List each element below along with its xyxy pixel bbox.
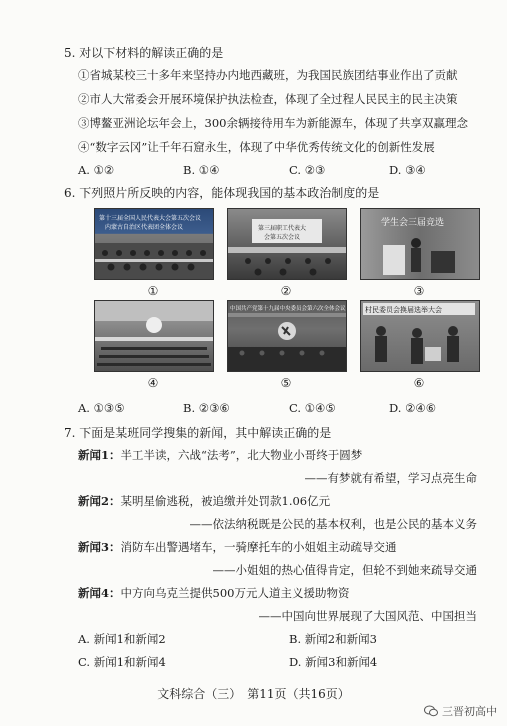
caption-1: ① (147, 284, 159, 298)
photo-6-text-1: 村民委员会换届选举大会 (365, 306, 442, 314)
q6-option-b: B. ②③⑥ (183, 401, 230, 415)
watermark-text: 三晋初高中 (442, 705, 497, 718)
q7-option-a: A. 新闻1和新闻2 (78, 632, 166, 646)
page-footer: 文科综合（三） 第11页（共16页） (157, 687, 350, 701)
news-3-text: 消防车出警遇堵车，一骑摩托车的小姐姐主动疏导交通 (120, 540, 397, 554)
photo-2-scene (228, 209, 346, 279)
photo-1 (94, 208, 214, 280)
news-1-text: 半工半读，六战“法考”，北大物业小哥终于圆梦 (120, 448, 363, 462)
q6-option-d: D. ②④⑥ (389, 401, 437, 415)
photo-1-text-1: 第十三届全国人民代表大会第五次会议 (99, 215, 202, 222)
caption-6: ⑥ (413, 376, 425, 390)
news-3-comment: ——小姐姐的热心值得肯定，但轮不到她来疏导交通 (212, 563, 477, 577)
news-4-label: 新闻4： (78, 586, 121, 600)
photo-3-text-1: 学生会三届竞选 (381, 218, 445, 228)
photo-2-text-1: 第三届职工代表大 (258, 225, 307, 232)
q5-item-4: ④“数字云冈”让千年石窟永生，体现了中华优秀传统文化的创新性发展 (78, 140, 435, 154)
photo-2 (227, 208, 347, 280)
q6-title: 6. 下列照片所反映的内容，能体现我国的基本政治制度的是 (64, 186, 380, 200)
photo-5 (227, 300, 347, 372)
news-2-text: 某明星偷逃税，被追缴并处罚款1.06亿元 (120, 494, 331, 508)
photo-6-scene (361, 301, 479, 371)
caption-5: ⑤ (280, 376, 292, 390)
caption-3: ③ (413, 284, 425, 298)
news-3 (78, 540, 397, 554)
q5-item-3: ③博鳌亚洲论坛年会上，300余辆接待用车为新能源车，体现了共享双赢理念 (78, 116, 468, 130)
news-3-label: 新闻3： (78, 540, 121, 554)
news-1-label: 新闻1： (78, 448, 121, 462)
q5-title: 5. 对以下材料的解读正确的是 (64, 46, 224, 60)
news-4-text: 中方向乌克兰提供500万元人道主义援助物资 (120, 586, 350, 600)
wechat-icon (424, 705, 438, 717)
news-2-comment: ——依法纳税既是公民的基本权利，也是公民的基本义务 (189, 517, 477, 531)
news-4-comment: ——中国向世界展现了大国风范、中国担当 (258, 609, 477, 623)
q5-option-a: A. ①② (78, 163, 115, 177)
news-2-label: 新闻2： (78, 494, 121, 508)
caption-4: ④ (147, 376, 159, 390)
q5-option-b: B. ①④ (183, 163, 220, 177)
watermark (424, 703, 497, 719)
photo-5-text-1: 中国共产党第十九届中央委员会第六次全体会议 (230, 306, 346, 312)
photo-1-text-2: 内蒙古自治区代表团全体会议 (105, 224, 184, 231)
photo-2-text-2: 会第五次会议 (264, 234, 301, 241)
photo-1-scene (95, 209, 213, 279)
q5-option-c: C. ②③ (289, 163, 326, 177)
photo-4 (94, 300, 214, 372)
q6-option-c: C. ①④⑤ (289, 401, 336, 415)
q6-option-a: A. ①③⑤ (78, 401, 125, 415)
photo-3 (360, 208, 480, 280)
news-1 (78, 448, 362, 462)
news-2 (78, 494, 330, 508)
q5-item-1: ①省城某校三十多年来坚持办内地西藏班，为我国民族团结事业作出了贡献 (78, 68, 458, 82)
caption-2: ② (280, 284, 292, 298)
photo-6 (360, 300, 480, 372)
photo-3-scene (361, 209, 479, 279)
q7-option-d: D. 新闻3和新闻4 (289, 655, 378, 669)
q7-title: 7. 下面是某班同学搜集的新闻，其中解读正确的是 (64, 426, 332, 440)
q5-option-d: D. ③④ (389, 163, 426, 177)
news-1-comment: ——有梦就有希望，学习点亮生命 (304, 471, 477, 485)
photo-5-scene (228, 301, 346, 371)
news-4 (78, 586, 349, 600)
q7-option-b: B. 新闻2和新闻3 (289, 632, 377, 646)
q5-item-2: ②市人大常委会开展环境保护执法检查，体现了全过程人民民主的民主决策 (78, 92, 458, 106)
photo-4-scene (95, 301, 213, 371)
q7-option-c: C. 新闻1和新闻4 (78, 655, 166, 669)
